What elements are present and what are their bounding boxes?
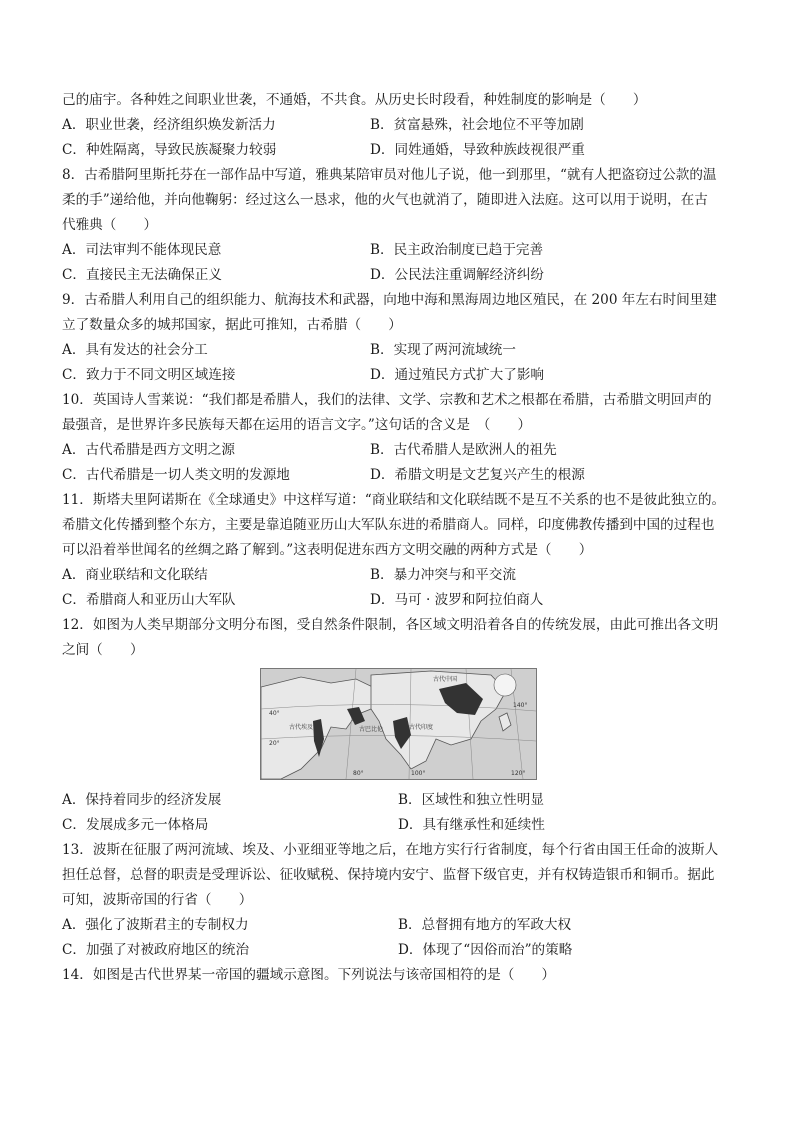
label-egypt: 古代埃及	[289, 724, 314, 731]
q11-option-b[interactable]: B．暴力冲突与和平交流	[370, 567, 516, 583]
q11-option-d[interactable]: D．马可 · 波罗和阿拉伯商人	[370, 592, 544, 608]
q11-stem-line2: 希腊文化传播到整个东方，主要是靠追随亚历山大军队东进的希腊商人。同样，印度佛教传播到中国的过程也	[62, 517, 715, 533]
q10-stem-line1: 10．英国诗人雪莱说：“我们都是希腊人，我们的法律、文学、宗教和艺术之根都在希腊，古希腊文明回声的	[62, 392, 712, 408]
q9-option-b[interactable]: B．实现了两河流域统一	[370, 342, 516, 358]
q9-option-a[interactable]: A．具有发达的社会分工	[62, 342, 208, 358]
q8-stem-line2: 柔的手”递给他，并向他鞠躬：经过这么一恳求，他的火气也就消了，随即进入法庭。这可以用于说明，在古	[62, 192, 708, 208]
q9-option-d[interactable]: D．通过殖民方式扩大了影响	[370, 367, 545, 383]
q12-stem-line2: 之间（ ）	[62, 642, 144, 658]
lon-100: 100°	[411, 770, 426, 777]
q11-stem-line1: 11．斯塔夫里阿诺斯在《全球通史》中这样写道：“商业联结和文化联结既不是互不关系的也不是彼此独立的。	[62, 492, 726, 508]
q13-option-c[interactable]: C．加强了对被政府地区的统治	[62, 942, 250, 958]
map-island	[499, 713, 511, 731]
map-inset-globe	[494, 674, 516, 696]
q10-stem-line2: 最强音，是世界许多民族每天都在运用的语言文字。”这句话的含义是 （ ）	[62, 417, 532, 433]
q12-option-d[interactable]: D．具有继承性和延续性	[398, 817, 545, 833]
label-babylon: 古巴比伦	[359, 726, 384, 733]
q9-option-c[interactable]: C．致力于不同文明区域连接	[62, 367, 236, 383]
q13-stem-line1: 13．波斯在征服了两河流域、埃及、小亚细亚等地之后，在地方实行行省制度，每个行省由国王任命的波斯人	[62, 842, 719, 858]
q8-option-a[interactable]: A．司法审判不能体现民意	[62, 242, 222, 258]
lat-20: 20°	[269, 740, 280, 747]
label-india: 古代印度	[409, 724, 434, 731]
early-civilizations-map	[260, 668, 537, 780]
label-china: 古代中国	[433, 676, 458, 683]
q10-option-c[interactable]: C．古代希腊是一切人类文明的发源地	[62, 467, 290, 483]
q8-stem-line1: 8．古希腊阿里斯托芬在一部作品中写道，雅典某陪审员对他儿子说，他一到那里，“就有人把盗窃过公款的温	[62, 167, 717, 183]
q9-stem-line2: 立了数量众多的城邦国家，据此可推知，古希腊（ ）	[62, 317, 402, 333]
q10-option-d[interactable]: D．希腊文明是文艺复兴产生的根源	[370, 467, 585, 483]
q7-option-b[interactable]: B．贫富悬殊，社会地位不平等加剧	[370, 117, 584, 133]
q8-stem-line3: 代雅典（ ）	[62, 217, 158, 233]
q10-option-a[interactable]: A．古代希腊是西方文明之源	[62, 442, 235, 458]
q7-stem: 己的庙宇。各种姓之间职业世袭，不通婚，不共食。从历史长时段看，种姓制度的影响是（ ）	[62, 92, 647, 108]
lon-120: 120°	[511, 770, 526, 777]
q8-option-b[interactable]: B．民主政治制度已趋于完善	[370, 242, 544, 258]
q12-option-b[interactable]: B．区域性和独立性明显	[398, 792, 544, 808]
q11-option-c[interactable]: C．希腊商人和亚历山大军队	[62, 592, 236, 608]
q13-option-d[interactable]: D．体现了“因俗而治”的策略	[398, 942, 573, 958]
q7-option-a[interactable]: A．职业世袭，经济组织焕发新活力	[62, 117, 276, 133]
lat-40: 40°	[269, 710, 280, 717]
q7-option-c[interactable]: C．种姓隔离，导致民族凝聚力较弱	[62, 142, 277, 158]
q13-option-a[interactable]: A．强化了波斯君主的专制权力	[62, 917, 249, 933]
q10-option-b[interactable]: B．古代希腊人是欧洲人的祖先	[370, 442, 557, 458]
q8-option-d[interactable]: D．公民法注重调解经济纠纷	[370, 267, 545, 283]
q7-option-d[interactable]: D．同姓通婚，导致种族歧视很严重	[370, 142, 585, 158]
map-graphic	[261, 669, 536, 779]
q8-option-c[interactable]: C．直接民主无法确保正义	[62, 267, 222, 283]
q11-option-a[interactable]: A．商业联结和文化联结	[62, 567, 208, 583]
q13-option-b[interactable]: B．总督拥有地方的军政大权	[398, 917, 572, 933]
q9-stem-line1: 9．古希腊人利用自己的组织能力、航海技术和武器，向地中海和黑海周边地区殖民，在 200 年左右时间里建	[62, 292, 717, 308]
q14-stem-line1: 14．如图是古代世界某一帝国的疆域示意图。下列说法与该帝国相符的是（ ）	[62, 967, 556, 983]
lon-80: 80°	[353, 770, 364, 777]
q12-option-a[interactable]: A．保持着同步的经济发展	[62, 792, 222, 808]
q13-stem-line2: 担任总督，总督的职责是受理诉讼、征收赋税、保持境内安宁、监督下级官吏，并有权铸造银币和铜币。据此	[62, 867, 715, 883]
q12-stem-line1: 12．如图为人类早期部分文明分布图，受自然条件限制，各区域文明沿着各自的传统发展，由此可推出各文明	[62, 617, 719, 633]
lon-140: 140°	[513, 702, 528, 709]
map-land-east	[371, 671, 506, 769]
q13-stem-line3: 可知，波斯帝国的行省（ ）	[62, 892, 253, 908]
q11-stem-line3: 可以沿着举世闻名的丝绸之路了解到。”这表明促进东西方文明交融的两种方式是（ ）	[62, 542, 593, 558]
q12-option-c[interactable]: C．发展成多元一体格局	[62, 817, 209, 833]
